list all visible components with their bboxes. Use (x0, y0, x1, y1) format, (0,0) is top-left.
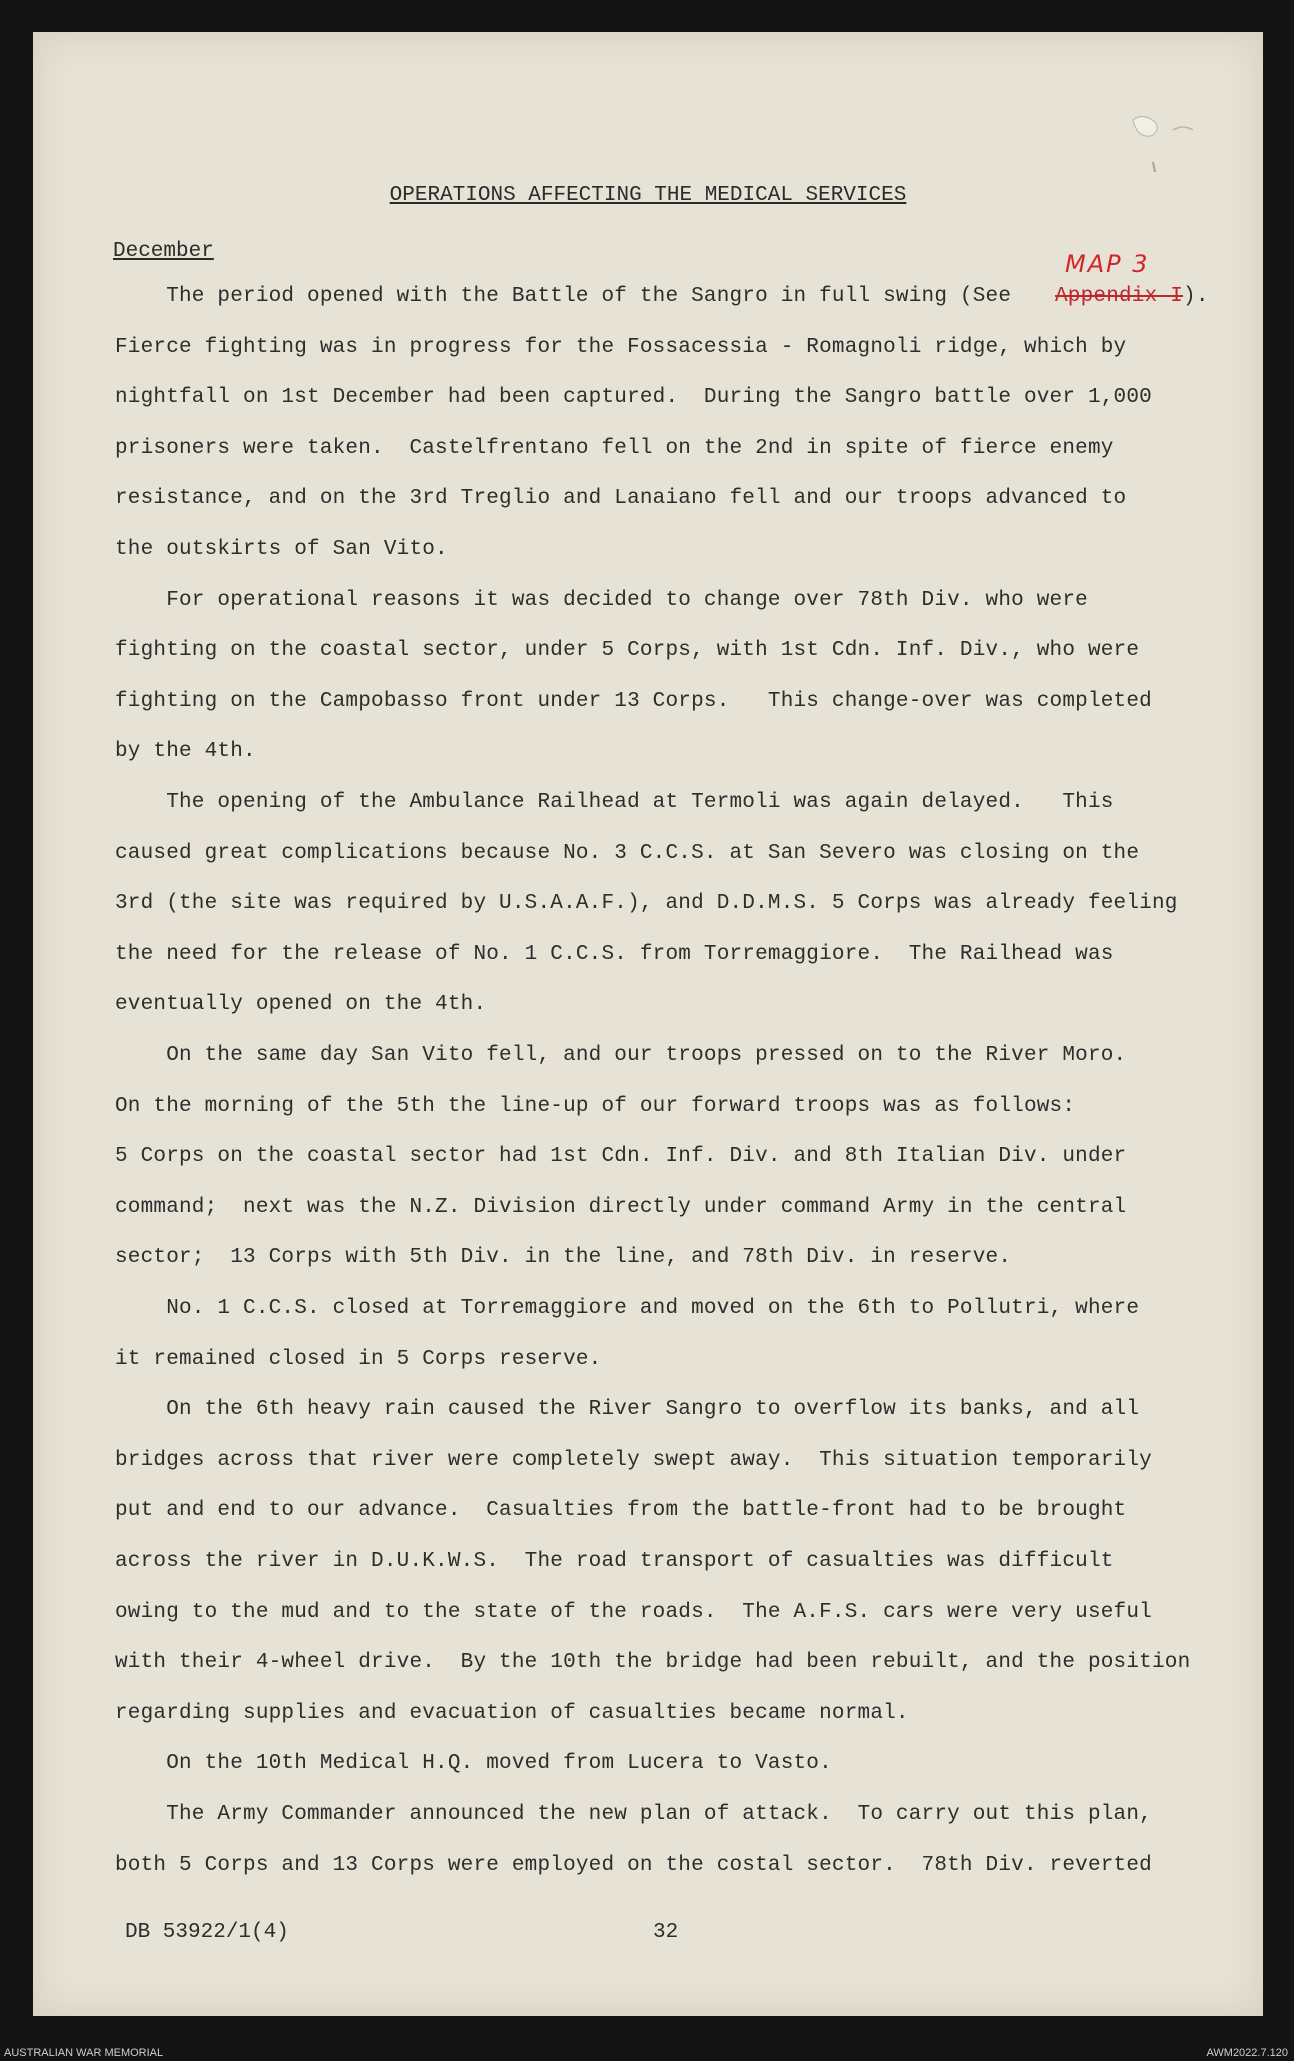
body-line: the need for the release of No. 1 C.C.S. from Torremaggiore. The Railhead was (115, 942, 1114, 966)
body-line: eventually opened on the 4th. (115, 993, 487, 1017)
body-line: On the 10th Medical H.Q. moved from Lucera to Vasto. (115, 1752, 832, 1776)
body-line: 5 Corps on the coastal sector had 1st Cdn. Inf. Div. and 8th Italian Div. under (115, 1145, 1127, 1169)
handwritten-annotation: MAP 3 (1065, 250, 1150, 278)
page-number: 32 (653, 1921, 679, 1944)
document-page (33, 32, 1263, 2016)
body-line: The Army Commander announced the new plan of attack. To carry out this plan, (115, 1803, 1152, 1826)
body-line: fighting on the Campobasso front under 13 Corps. This change-over was completed (115, 689, 1152, 713)
body-line: it remained closed in 5 Corps reserve. (115, 1347, 602, 1371)
body-line: On the 6th heavy rain caused the River Sangro to overflow its banks, and all (115, 1398, 1140, 1422)
document-reference: DB 53922/1(4) (125, 1921, 289, 1944)
body-line: both 5 Corps and 13 Corps were employed on the costal sector. 78th Div. reverted (115, 1853, 1152, 1877)
body-line: prisoners were taken. Castelfrentano fell on the 2nd in spite of fierce enemy (115, 436, 1114, 460)
body-line: For operational reasons it was decided to change over 78th Div. who were (115, 588, 1088, 612)
body-line: fighting on the coastal sector, under 5 Corps, with 1st Cdn. Inf. Div., who were (115, 639, 1140, 663)
body-line: On the morning of the 5th the line-up of our forward troops was as follows: (115, 1094, 1076, 1118)
body-line: sector; 13 Corps with 5th Div. in the line, and 78th Div. in reserve. (115, 1246, 1012, 1270)
body-line: across the river in D.U.K.W.S. The road transport of casualties was difficult (115, 1550, 1114, 1573)
body-line: resistance, and on the 3rd Treglio and Lanaiano fell and our troops advanced to (115, 487, 1127, 511)
body-line: 3rd (the site was required by U.S.A.A.F.), and D.D.M.S. 5 Corps was already feeling (115, 892, 1178, 916)
body-line: put and end to our advance. Casualties from the battle-front had to be brought (115, 1499, 1127, 1523)
paper-scuff-mark (1113, 102, 1223, 182)
body-line: owing to the mud and to the state of the roads. The A.F.S. cars were very useful (115, 1600, 1152, 1624)
page-title: OPERATIONS AFFECTING THE MEDICAL SERVICES (389, 184, 907, 207)
body-line: bridges across that river were completely swept away. This situation temporarily (115, 1448, 1152, 1472)
body-line: the outskirts of San Vito. (115, 538, 448, 561)
body-line: The opening of the Ambulance Railhead at Termoli was again delayed. This (115, 791, 1114, 814)
credit-left: AUSTRALIAN WAR MEMORIAL (4, 2047, 164, 2059)
credit-right: AWM2022.7.120 (1206, 2047, 1288, 2059)
section-heading: December (113, 240, 214, 263)
struck-reference: Appendix I (1055, 285, 1184, 308)
body-line: with their 4-wheel drive. By the 10th the bridge had been rebuilt, and the position (115, 1651, 1191, 1675)
body-line: command; next was the N.Z. Division directly under command Army in the central (115, 1195, 1127, 1219)
body-line: On the same day San Vito fell, and our troops pressed on to the River Moro. (115, 1044, 1127, 1067)
body-line: No. 1 C.C.S. closed at Torremaggiore and moved on the 6th to Pollutri, where (115, 1297, 1140, 1320)
body-line: nightfall on 1st December had been captured. During the Sangro battle over 1,000 (115, 386, 1152, 410)
body-line: caused great complications because No. 3 C.C.S. at San Severo was closing on the (115, 841, 1140, 865)
body-line: The period opened with the Battle of the Sangro in full swing (See (115, 285, 1024, 308)
body-line: regarding supplies and evacuation of casualties became normal. (115, 1701, 909, 1725)
struck-reference-tail: ). (1183, 285, 1209, 308)
body-line: Fierce fighting was in progress for the Fossacessia - Romagnoli ridge, which by (115, 335, 1127, 359)
first-line-tail (1055, 285, 1209, 308)
body-line: by the 4th. (115, 740, 256, 764)
